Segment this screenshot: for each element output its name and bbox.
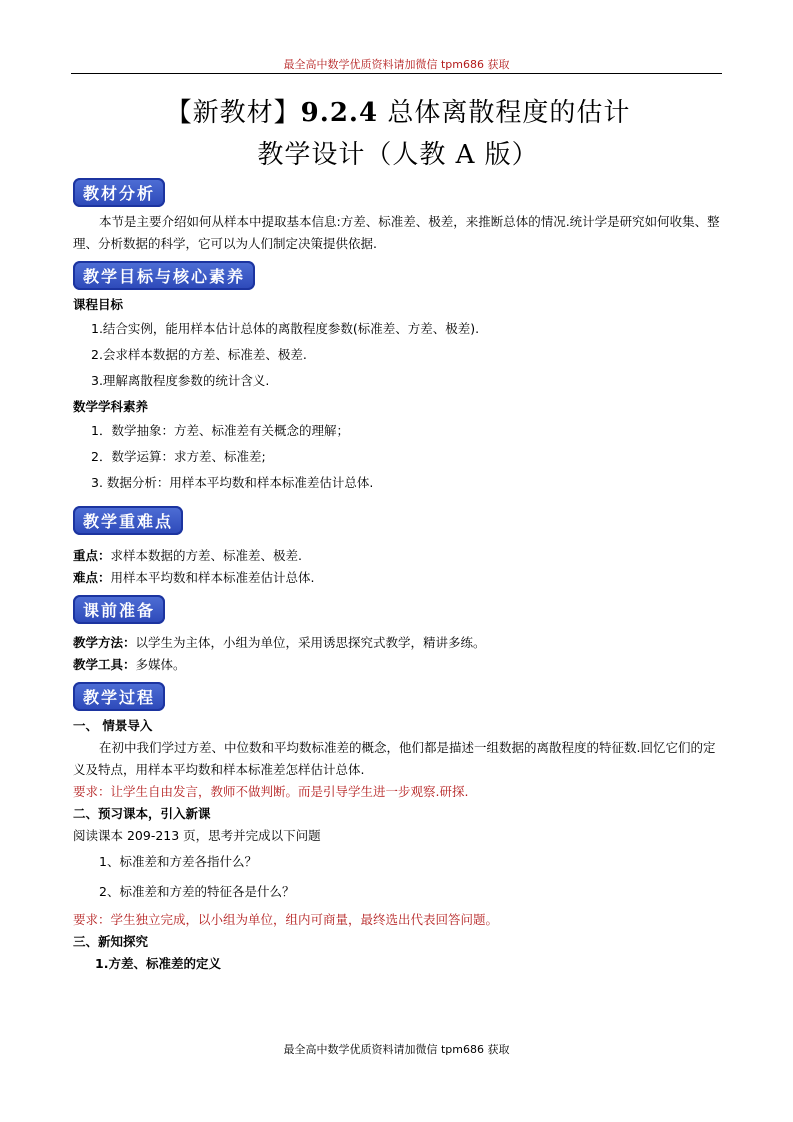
difficult-label: 难点： (73, 570, 111, 585)
method-label: 教学方法： (73, 635, 136, 650)
part2-requirement: 要求：学生独立完成，以小组为单位，组内可商量，最终选出代表回答问题。 (73, 912, 499, 927)
literacy-item: 2．数学运算：求方差、标准差; (91, 449, 266, 464)
part1-requirement: 要求：让学生自由发言，教师不做判断。而是引导学生进一步观察.研探. (73, 784, 469, 799)
tool-label: 教学工具： (73, 657, 136, 672)
key-text: 求样本数据的方差、标准差、极差. (110, 548, 302, 563)
key-label: 重点： (73, 548, 111, 563)
badge-preparation: 课前准备 (73, 595, 165, 624)
goals-title: 课程目标 (73, 297, 124, 312)
part1-text: 在初中我们学过方差、中位数和平均数标准差的概念，他们都是描述一组数据的离散程度的特征数.回忆它们的定义及特点，用样本平均数和样本标准差怎样估计总体. (73, 740, 716, 777)
document-body (73, 92, 723, 975)
page-header: 最全高中数学优质资料请加微信 tpm686 获取 (283, 58, 510, 71)
title-prefix: 【新教材】 (165, 98, 301, 128)
teaching-method (73, 632, 723, 654)
part3-subtitle: 1.方差、标准差的定义 (95, 956, 221, 971)
literacy-item: 3. 数据分析：用样本平均数和样本标准差估计总体. (91, 475, 374, 490)
goal-item: 1.结合实例，能用样本估计总体的离散程度参数(标准差、方差、极差). (91, 321, 480, 336)
part2-title: 二、预习课本，引入新课 (73, 806, 211, 821)
doc-title (73, 92, 723, 176)
title-suffix: 总体离散程度的估计 (378, 98, 631, 128)
textbook-analysis-text: 本节是主要介绍如何从样本中提取基本信息:方差、标准差、极差，来推断总体的情况.统计学是研究如何收集、整理、分析数据的科学，它可以为人们制定决策提供依据. (73, 214, 720, 251)
question-item: 2、标准差和方差的特征各是什么？ (99, 884, 295, 899)
badge-goals: 教学目标与核心素养 (73, 261, 255, 290)
badge-key-points: 教学重难点 (73, 506, 183, 535)
goal-item: 3.理解离散程度参数的统计含义. (91, 373, 270, 388)
method-text: 以学生为主体，小组为单位，采用诱思探究式教学，精讲多练。 (135, 635, 486, 650)
literacy-title: 数学学科素养 (73, 399, 149, 414)
header-rule (71, 73, 722, 74)
part3-title: 三、新知探究 (73, 934, 149, 949)
badge-process: 教学过程 (73, 682, 165, 711)
question-item: 1、标准差和方差各指什么？ (99, 854, 257, 869)
title-line2: 教学设计（人教 A 版） (257, 140, 539, 170)
badge-textbook-analysis: 教材分析 (73, 178, 165, 207)
teaching-tool (73, 654, 723, 676)
difficult-text: 用样本平均数和样本标准差估计总体. (110, 570, 315, 585)
key-point (73, 545, 723, 567)
part2-text: 阅读课本 209-213 页，思考并完成以下问题 (73, 828, 321, 843)
difficult-point (73, 567, 723, 589)
goal-item: 2.会求样本数据的方差、标准差、极差. (91, 347, 307, 362)
literacy-item: 1．数学抽象：方差、标准差有关概念的理解； (91, 423, 349, 438)
part1-title: 一、 情景导入 (73, 718, 153, 733)
title-number: 9.2.4 (300, 98, 379, 128)
tool-text: 多媒体。 (135, 657, 186, 672)
page-footer: 最全高中数学优质资料请加微信 tpm686 获取 (283, 1043, 510, 1056)
